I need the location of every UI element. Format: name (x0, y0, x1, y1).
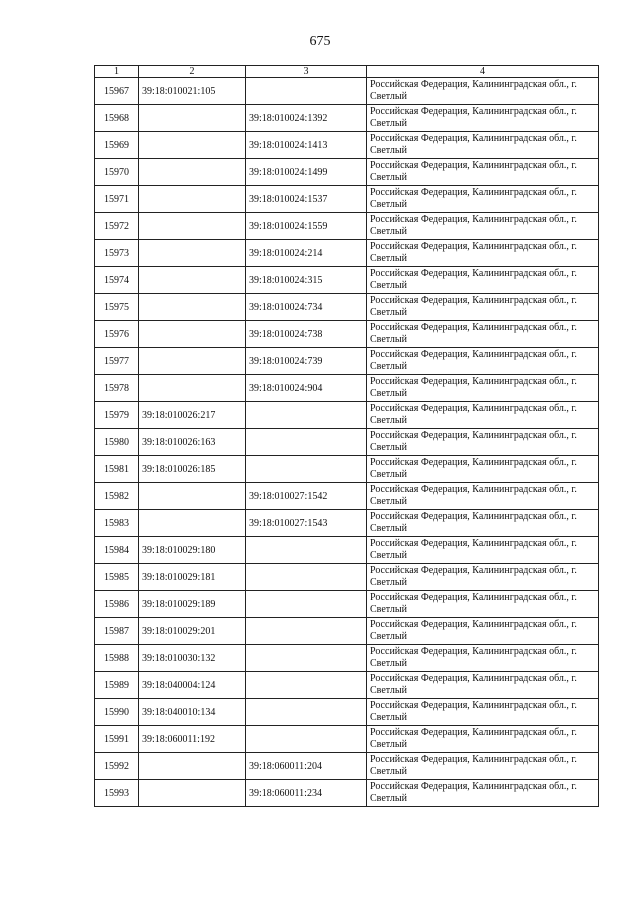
row-number-cell: 15969 (95, 132, 139, 159)
table-row (95, 672, 599, 699)
row-number-cell: 15972 (95, 213, 139, 240)
table-row (95, 213, 599, 240)
address-cell: Российская Федерация, Калининградская обл., г. Светлый (367, 429, 599, 456)
cadastral-number-building-cell: 39:18:010024:1392 (246, 105, 367, 132)
page-number: 675 (309, 34, 331, 49)
table-row (95, 348, 599, 375)
table-row (95, 618, 599, 645)
table-row (95, 645, 599, 672)
cadastral-number-cell: 39:18:010029:201 (139, 618, 246, 645)
cadastral-number-cell (139, 132, 246, 159)
row-number-cell: 15970 (95, 159, 139, 186)
address-cell: Российская Федерация, Калининградская обл., г. Светлый (367, 186, 599, 213)
row-number-cell: 15981 (95, 456, 139, 483)
cadastral-number-building-cell: 39:18:010024:904 (246, 375, 367, 402)
cadastral-number-building-cell (246, 429, 367, 456)
cadastral-number-cell (139, 375, 246, 402)
address-cell: Российская Федерация, Калининградская обл., г. Светлый (367, 402, 599, 429)
cadastral-number-cell: 39:18:010030:132 (139, 645, 246, 672)
table-row (95, 726, 599, 753)
row-number-cell: 15982 (95, 483, 139, 510)
row-number-cell: 15992 (95, 753, 139, 780)
cadastral-number-cell (139, 321, 246, 348)
row-number-cell: 15974 (95, 267, 139, 294)
cadastral-number-cell: 39:18:010026:185 (139, 456, 246, 483)
cadastral-number-cell (139, 780, 246, 807)
cadastral-number-building-cell: 39:18:060011:234 (246, 780, 367, 807)
table-row (95, 456, 599, 483)
cadastral-number-building-cell: 39:18:010024:1413 (246, 132, 367, 159)
row-number-cell: 15989 (95, 672, 139, 699)
address-cell: Российская Федерация, Калининградская обл., г. Светлый (367, 159, 599, 186)
cadastral-number-building-cell (246, 78, 367, 105)
row-number-cell: 15985 (95, 564, 139, 591)
cadastral-number-cell (139, 267, 246, 294)
address-cell: Российская Федерация, Калининградская обл., г. Светлый (367, 537, 599, 564)
cadastral-number-cell: 39:18:010029:189 (139, 591, 246, 618)
cadastral-number-building-cell (246, 402, 367, 429)
cadastral-number-building-cell (246, 618, 367, 645)
row-number-cell: 15987 (95, 618, 139, 645)
table-row (95, 105, 599, 132)
row-number-cell: 15971 (95, 186, 139, 213)
address-cell: Российская Федерация, Калининградская обл., г. Светлый (367, 348, 599, 375)
row-number-cell: 15973 (95, 240, 139, 267)
row-number-cell: 15979 (95, 402, 139, 429)
table-row (95, 321, 599, 348)
address-cell: Российская Федерация, Калининградская обл., г. Светлый (367, 591, 599, 618)
cadastral-number-building-cell: 39:18:010024:739 (246, 348, 367, 375)
table-row (95, 186, 599, 213)
row-number-cell: 15990 (95, 699, 139, 726)
address-cell: Российская Федерация, Калининградская обл., г. Светлый (367, 267, 599, 294)
table-row (95, 267, 599, 294)
cadastral-number-cell: 39:18:010026:163 (139, 429, 246, 456)
table-row (95, 240, 599, 267)
cadastral-number-cell (139, 213, 246, 240)
cadastral-number-building-cell: 39:18:010024:1559 (246, 213, 367, 240)
cadastral-number-building-cell (246, 726, 367, 753)
cadastral-number-building-cell (246, 456, 367, 483)
table-body (95, 78, 599, 807)
address-cell: Российская Федерация, Калининградская обл., г. Светлый (367, 483, 599, 510)
column-header-4: 4 (367, 66, 599, 78)
cadastral-number-cell (139, 348, 246, 375)
row-number-cell: 15967 (95, 78, 139, 105)
cadastral-number-cell (139, 510, 246, 537)
cadastral-number-building-cell: 39:18:010024:1537 (246, 186, 367, 213)
address-cell: Российская Федерация, Калининградская обл., г. Светлый (367, 672, 599, 699)
cadastral-number-building-cell: 39:18:060011:204 (246, 753, 367, 780)
table-row (95, 294, 599, 321)
table-row (95, 753, 599, 780)
address-cell: Российская Федерация, Калининградская обл., г. Светлый (367, 780, 599, 807)
cadastral-number-building-cell: 39:18:010024:734 (246, 294, 367, 321)
column-header-3: 3 (246, 66, 367, 78)
address-cell: Российская Федерация, Калининградская обл., г. Светлый (367, 105, 599, 132)
header-row (95, 66, 599, 78)
cadastral-number-building-cell (246, 537, 367, 564)
row-number-cell: 15975 (95, 294, 139, 321)
table-row (95, 375, 599, 402)
table-row (95, 564, 599, 591)
cadastral-number-cell: 39:18:010029:180 (139, 537, 246, 564)
address-cell: Российская Федерация, Калининградская обл., г. Светлый (367, 699, 599, 726)
address-cell: Российская Федерация, Калининградская обл., г. Светлый (367, 321, 599, 348)
row-number-cell: 15983 (95, 510, 139, 537)
row-number-cell: 15980 (95, 429, 139, 456)
address-cell: Российская Федерация, Калининградская обл., г. Светлый (367, 375, 599, 402)
cadastral-number-cell: 39:18:060011:192 (139, 726, 246, 753)
cadastral-number-cell: 39:18:040010:134 (139, 699, 246, 726)
cadastral-number-building-cell (246, 591, 367, 618)
cadastral-number-building-cell (246, 645, 367, 672)
cadastral-number-cell (139, 105, 246, 132)
row-number-cell: 15977 (95, 348, 139, 375)
row-number-cell: 15993 (95, 780, 139, 807)
cadastral-number-building-cell (246, 564, 367, 591)
row-number-cell: 15978 (95, 375, 139, 402)
cadastral-number-cell: 39:18:010021:105 (139, 78, 246, 105)
table-header (95, 66, 599, 78)
column-header-1: 1 (95, 66, 139, 78)
cadastral-number-cell (139, 240, 246, 267)
address-cell: Российская Федерация, Калининградская обл., г. Светлый (367, 564, 599, 591)
table-row (95, 78, 599, 105)
table-row (95, 780, 599, 807)
cadastral-number-building-cell: 39:18:010024:738 (246, 321, 367, 348)
row-number-cell: 15984 (95, 537, 139, 564)
address-cell: Российская Федерация, Калининградская обл., г. Светлый (367, 645, 599, 672)
cadastral-number-cell (139, 186, 246, 213)
cadastral-number-building-cell: 39:18:010024:214 (246, 240, 367, 267)
cadastral-number-cell (139, 483, 246, 510)
table-row (95, 483, 599, 510)
address-cell: Российская Федерация, Калининградская обл., г. Светлый (367, 510, 599, 537)
table-row (95, 591, 599, 618)
registry-table (94, 65, 599, 807)
address-cell: Российская Федерация, Калининградская обл., г. Светлый (367, 618, 599, 645)
row-number-cell: 15991 (95, 726, 139, 753)
cadastral-number-cell: 39:18:040004:124 (139, 672, 246, 699)
cadastral-number-building-cell: 39:18:010027:1542 (246, 483, 367, 510)
row-number-cell: 15988 (95, 645, 139, 672)
table-row (95, 132, 599, 159)
address-cell: Российская Федерация, Калининградская обл., г. Светлый (367, 294, 599, 321)
address-cell: Российская Федерация, Калининградская обл., г. Светлый (367, 132, 599, 159)
table-row (95, 429, 599, 456)
cadastral-number-cell (139, 753, 246, 780)
column-header-2: 2 (139, 66, 246, 78)
table-row (95, 537, 599, 564)
address-cell: Российская Федерация, Калининградская обл., г. Светлый (367, 78, 599, 105)
table-row (95, 402, 599, 429)
table-row (95, 699, 599, 726)
cadastral-number-building-cell (246, 672, 367, 699)
address-cell: Российская Федерация, Калининградская обл., г. Светлый (367, 726, 599, 753)
table-row (95, 159, 599, 186)
address-cell: Российская Федерация, Калининградская обл., г. Светлый (367, 456, 599, 483)
row-number-cell: 15986 (95, 591, 139, 618)
address-cell: Российская Федерация, Калининградская обл., г. Светлый (367, 240, 599, 267)
address-cell: Российская Федерация, Калининградская обл., г. Светлый (367, 213, 599, 240)
cadastral-number-cell: 39:18:010029:181 (139, 564, 246, 591)
cadastral-number-building-cell: 39:18:010024:1499 (246, 159, 367, 186)
row-number-cell: 15968 (95, 105, 139, 132)
cadastral-number-building-cell: 39:18:010027:1543 (246, 510, 367, 537)
cadastral-number-building-cell (246, 699, 367, 726)
table-row (95, 510, 599, 537)
cadastral-number-cell: 39:18:010026:217 (139, 402, 246, 429)
cadastral-number-cell (139, 159, 246, 186)
cadastral-number-cell (139, 294, 246, 321)
row-number-cell: 15976 (95, 321, 139, 348)
address-cell: Российская Федерация, Калининградская обл., г. Светлый (367, 753, 599, 780)
cadastral-number-building-cell: 39:18:010024:315 (246, 267, 367, 294)
